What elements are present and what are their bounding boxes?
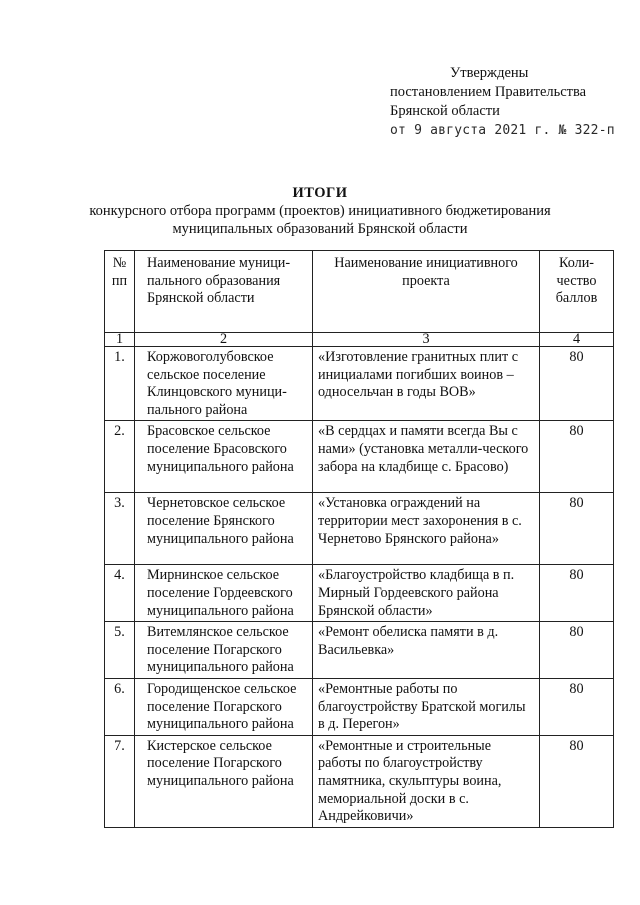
column-number: 3 — [313, 333, 540, 347]
row-score: 80 — [540, 421, 614, 493]
row-project: «Благоустройство кладбища в п. Мирный Гордеевского района Брянской области» — [313, 565, 540, 622]
document-heading — [0, 184, 640, 238]
row-score: 80 — [540, 622, 614, 679]
row-project: «В сердцах и памяти всегда Вы с нами» (установка металли-ческого забора на кладбище с. Брасово) — [313, 421, 540, 493]
approval-line-region: Брянской области — [390, 103, 500, 119]
document-subtitle-line2: муниципальных образований Брянской области — [172, 221, 468, 237]
table-header-row — [105, 251, 614, 333]
results-table — [104, 250, 614, 828]
row-municipality: Витемлянское сельское поселение Погарского муниципального района — [135, 622, 313, 679]
row-municipality: Чернетовское сельское поселение Брянского муниципального района — [135, 493, 313, 565]
header-num: № пп — [105, 251, 135, 333]
row-project: «Ремонтные и строительные работы по благоустройству памятника, скульптуры воина, мемориальной доски в с. Андрейковичи» — [313, 735, 540, 827]
table-row — [105, 421, 614, 493]
row-score: 80 — [540, 735, 614, 827]
column-number: 1 — [105, 333, 135, 347]
column-number-row — [105, 333, 614, 347]
row-number: 4. — [105, 565, 135, 622]
document-subtitle-line1: конкурсного отбора программ (проектов) инициативного бюджетирования — [89, 203, 551, 219]
row-score: 80 — [540, 347, 614, 421]
approval-line-resolution: постановлением Правительства — [390, 84, 587, 100]
column-number: 4 — [540, 333, 614, 347]
table-row — [105, 678, 614, 735]
table-row — [105, 493, 614, 565]
document-title: ИТОГИ — [292, 185, 348, 201]
row-municipality: Коржовоголубовское сельское поселение Клинцовского муници-пального района — [135, 347, 313, 421]
row-project: «Установка ограждений на территории мест захоронения в с. Чернетово Брянского района» — [313, 493, 540, 565]
table-row — [105, 735, 614, 827]
table-row — [105, 347, 614, 421]
row-score: 80 — [540, 678, 614, 735]
approval-date-stamp: от 9 августа 2021 г. № 322-п — [390, 123, 615, 138]
row-score: 80 — [540, 493, 614, 565]
approval-block — [390, 64, 630, 140]
row-municipality: Кистерское сельское поселение Погарского муниципального района — [135, 735, 313, 827]
row-score: 80 — [540, 565, 614, 622]
row-municipality: Городищенское сельское поселение Погарского муниципального района — [135, 678, 313, 735]
row-municipality: Брасовское сельское поселение Брасовского муниципального района — [135, 421, 313, 493]
column-number: 2 — [135, 333, 313, 347]
row-number: 7. — [105, 735, 135, 827]
approval-title: Утверждены — [450, 65, 529, 81]
row-number: 3. — [105, 493, 135, 565]
header-score: Коли-чество баллов — [540, 251, 614, 333]
header-region: Наименование муници-пального образования Брянской области — [135, 251, 313, 333]
row-project: «Ремонтные работы по благоустройству Братской могилы в д. Перегон» — [313, 678, 540, 735]
row-municipality: Мирнинское сельское поселение Гордеевского муниципального района — [135, 565, 313, 622]
row-number: 2. — [105, 421, 135, 493]
table-row — [105, 622, 614, 679]
row-number: 5. — [105, 622, 135, 679]
header-project: Наименование инициативного проекта — [313, 251, 540, 333]
row-project: «Изготовление гранитных плит с инициалами погибших воинов – односельчан в годы ВОВ» — [313, 347, 540, 421]
row-number: 1. — [105, 347, 135, 421]
row-number: 6. — [105, 678, 135, 735]
table-row — [105, 565, 614, 622]
row-project: «Ремонт обелиска памяти в д. Васильевка» — [313, 622, 540, 679]
